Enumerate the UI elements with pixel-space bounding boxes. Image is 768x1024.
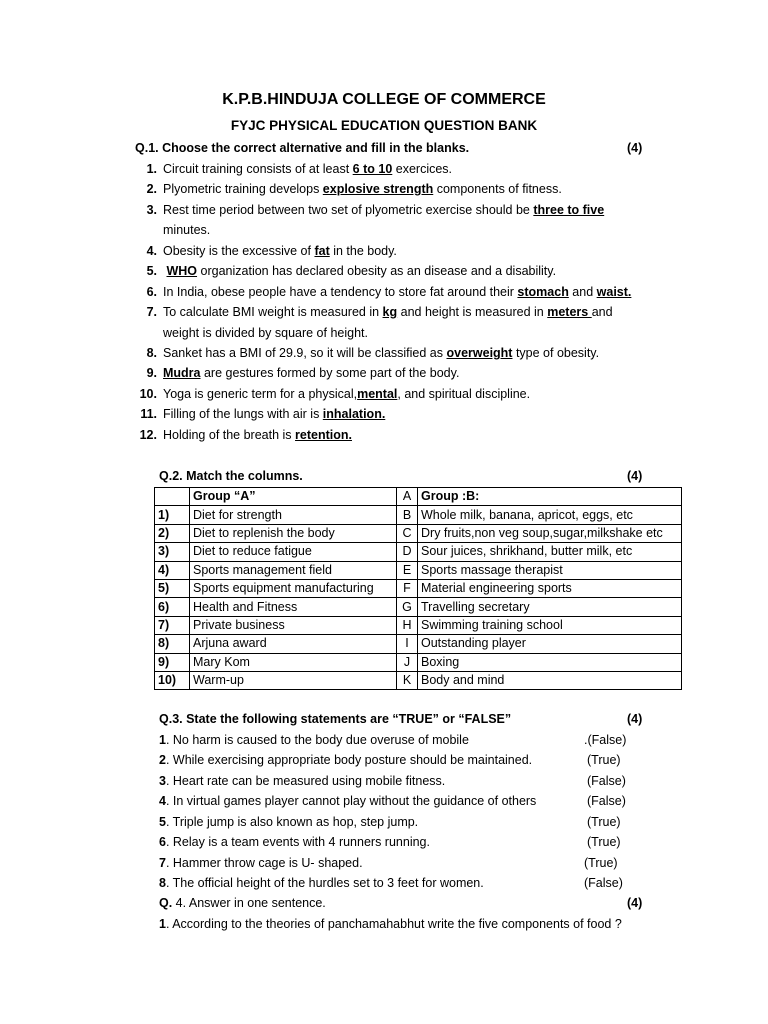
q3-statement-number: 2 (159, 753, 166, 767)
q1-item-number: 2. (146, 182, 157, 196)
q3-answer: (False) (584, 876, 623, 890)
q4-question-number: 1 (159, 917, 166, 931)
q3-statement (159, 835, 430, 849)
match-letter: H (397, 616, 418, 634)
q1-item-number: 5. (146, 264, 157, 278)
q4-title-bold: Q. (159, 896, 173, 910)
match-row-number: 1) (155, 506, 190, 524)
header-blank (155, 488, 190, 506)
q3-answer: (True) (584, 856, 618, 870)
match-letter: D (397, 543, 418, 561)
match-group-a: Diet for strength (190, 506, 397, 524)
q1-item-answer: inhalation. (322, 407, 386, 421)
q1-item (135, 244, 397, 258)
match-row (155, 524, 682, 542)
q1-item-text: in the body. (329, 244, 397, 258)
match-group-b: Body and mind (418, 671, 682, 689)
q3-answer: (True) (587, 753, 621, 767)
q3-answer: (True) (587, 815, 621, 829)
match-group-a: Diet to replenish the body (190, 524, 397, 542)
header-letter: A (397, 488, 418, 506)
match-letter: C (397, 524, 418, 542)
q4-title (159, 896, 326, 910)
q3-statement (159, 794, 536, 808)
q1-item-text: Holding of the breath is (163, 428, 296, 442)
q3-statement-number: 3 (159, 774, 166, 788)
q1-item-answer: 6 to 10 (352, 162, 393, 176)
match-row (155, 543, 682, 561)
q3-answer: (False) (587, 774, 626, 788)
q3-statement (159, 753, 532, 767)
match-group-a: Sports management field (190, 561, 397, 579)
q4-title-rest: 4. Answer in one sentence. (172, 896, 326, 910)
q3-statement (159, 856, 363, 870)
q1-item-answer: retention. (295, 428, 352, 442)
q1-item-number: 7. (146, 305, 157, 319)
q2-marks: (4) (627, 469, 643, 483)
match-row (155, 635, 682, 653)
q3-statement (159, 876, 484, 890)
match-group-b: Whole milk, banana, apricot, eggs, etc (418, 506, 682, 524)
q1-item-continuation: weight is divided by square of height. (163, 326, 368, 340)
q3-statement-text: . In virtual games player cannot play without the guidance of others (165, 794, 537, 808)
q3-statement-text: . The official height of the hurdles set to 3 feet for women. (165, 876, 484, 890)
match-row (155, 561, 682, 579)
match-group-b: Sports massage therapist (418, 561, 682, 579)
q3-title: Q.3. State the following statements are “TRUE” or “FALSE” (159, 712, 512, 726)
q1-item (135, 162, 452, 176)
q1-item-answer: waist. (596, 285, 632, 299)
q3-statement (159, 733, 469, 747)
q1-item-text: Circuit training consists of at least (163, 162, 353, 176)
q1-item-answer: explosive strength (322, 182, 434, 196)
q1-item (135, 203, 604, 217)
match-table (154, 487, 682, 690)
match-letter: K (397, 671, 418, 689)
q1-item-text: and (591, 305, 613, 319)
q1-item-number: 10. (139, 387, 157, 401)
q4-marks: (4) (627, 896, 643, 910)
q1-item-text: Rest time period between two set of plyometric exercise should be (163, 203, 534, 217)
q3-statement-text: . While exercising appropriate body posture should be maintained. (165, 753, 533, 767)
match-letter: J (397, 653, 418, 671)
q1-item (135, 182, 562, 196)
q3-statement-text: . Hammer throw cage is U- shaped. (165, 856, 363, 870)
q1-item-text: Obesity is the excessive of (163, 244, 315, 258)
match-letter: B (397, 506, 418, 524)
q1-item-text: organization has declared obesity as an disease and a disability. (197, 264, 557, 278)
header-group-a: Group “A” (190, 488, 397, 506)
q3-statement (159, 815, 418, 829)
q1-item-text: are gestures formed by some part of the body. (200, 366, 460, 380)
match-row-number: 2) (155, 524, 190, 542)
q1-item-text: type of obesity. (512, 346, 600, 360)
q1-item-text: Plyometric training develops (163, 182, 323, 196)
q3-statement-number: 4 (159, 794, 166, 808)
match-group-a: Health and Fitness (190, 598, 397, 616)
match-group-a: Warm-up (190, 671, 397, 689)
q1-item-answer: WHO (166, 264, 198, 278)
match-group-b: Outstanding player (418, 635, 682, 653)
q3-statement-number: 6 (159, 835, 166, 849)
q3-statement-text: . No harm is caused to the body due overuse of mobile (165, 733, 469, 747)
q2-title: Q.2. Match the columns. (159, 469, 303, 483)
match-row (155, 506, 682, 524)
q3-answer: (False) (587, 794, 626, 808)
match-row-number: 9) (155, 653, 190, 671)
q1-item-text: Yoga is generic term for a physical, (163, 387, 358, 401)
q1-item-answer: fat (314, 244, 330, 258)
match-table-header (155, 488, 682, 506)
match-row-number: 7) (155, 616, 190, 634)
match-group-a: Sports equipment manufacturing (190, 579, 397, 597)
match-row (155, 616, 682, 634)
match-row (155, 653, 682, 671)
q3-marks: (4) (627, 712, 643, 726)
q3-statement-number: 8 (159, 876, 166, 890)
q1-item-number: 8. (146, 346, 157, 360)
q4-question-text: . According to the theories of panchamahabhut write the five components of food ? (165, 917, 622, 931)
q1-item (135, 366, 459, 380)
q1-item-number: 4. (146, 244, 157, 258)
match-row-number: 6) (155, 598, 190, 616)
q1-item (135, 264, 556, 278)
q1-item-number: 3. (146, 203, 157, 217)
q1-item-answer: Mudra (163, 366, 201, 380)
q3-statement-number: 1 (159, 733, 166, 747)
match-group-a: Diet to reduce fatigue (190, 543, 397, 561)
q1-item-answer: stomach (517, 285, 569, 299)
match-group-a: Mary Kom (190, 653, 397, 671)
q3-statement-text: . Triple jump is also known as hop, step jump. (165, 815, 419, 829)
header-group-b: Group :B: (418, 488, 682, 506)
match-group-b: Dry fruits,non veg soup,sugar,milkshake etc (418, 524, 682, 542)
q3-statement-text: . Relay is a team events with 4 runners running. (165, 835, 430, 849)
q1-item (135, 285, 631, 299)
q1-item-answer: overweight (446, 346, 513, 360)
match-row (155, 671, 682, 689)
q1-item (135, 428, 352, 442)
q3-answer: (True) (587, 835, 621, 849)
q1-item-number: 12. (139, 428, 157, 442)
q1-item-number: 9. (146, 366, 157, 380)
q1-item-text: , and spiritual discipline. (397, 387, 531, 401)
match-row-number: 4) (155, 561, 190, 579)
q1-item-text: exercices. (392, 162, 453, 176)
q1-item-number: 6. (146, 285, 157, 299)
match-row-number: 3) (155, 543, 190, 561)
q1-item (135, 346, 599, 360)
q1-item (135, 305, 613, 319)
q1-item-text: Filling of the lungs with air is (163, 407, 323, 421)
q3-statement-number: 5 (159, 815, 166, 829)
match-group-b: Sour juices, shrikhand, butter milk, etc (418, 543, 682, 561)
match-row-number: 8) (155, 635, 190, 653)
q1-item-text: Sanket has a BMI of 29.9, so it will be classified as (163, 346, 447, 360)
q1-item-answer: three to five (533, 203, 605, 217)
q1-item-answer: mental (357, 387, 398, 401)
q1-item-text: components of fitness. (433, 182, 562, 196)
q1-item-text: To calculate BMI weight is measured in (163, 305, 383, 319)
match-letter: E (397, 561, 418, 579)
q1-item-text: and height is measured in (397, 305, 548, 319)
match-letter: G (397, 598, 418, 616)
match-row-number: 5) (155, 579, 190, 597)
q1-item-number: 1. (146, 162, 157, 176)
q3-statement (159, 774, 445, 788)
college-name: K.P.B.HINDUJA COLLEGE OF COMMERCE (222, 91, 546, 108)
match-group-b: Boxing (418, 653, 682, 671)
q1-item-number: 11. (140, 407, 157, 421)
q3-statement-text: . Heart rate can be measured using mobile fitness. (165, 774, 446, 788)
match-group-a: Arjuna award (190, 635, 397, 653)
match-group-b: Swimming training school (418, 616, 682, 634)
match-group-a: Private business (190, 616, 397, 634)
match-group-b: Material engineering sports (418, 579, 682, 597)
q1-item (135, 407, 385, 421)
q4-question (159, 917, 622, 931)
q1-marks: (4) (627, 141, 643, 155)
q1-item-text: In India, obese people have a tendency to store fat around their (163, 285, 518, 299)
q1-item-answer: meters (547, 305, 592, 319)
q3-answer: .(False) (584, 733, 627, 747)
q1-item (135, 387, 530, 401)
match-row-number: 10) (155, 671, 190, 689)
q1-title: Q.1. Choose the correct alternative and fill in the blanks. (135, 141, 470, 155)
page-subtitle: FYJC PHYSICAL EDUCATION QUESTION BANK (230, 118, 538, 133)
match-letter: I (397, 635, 418, 653)
q1-item-answer: kg (382, 305, 398, 319)
q1-item-continuation: minutes. (163, 223, 211, 237)
match-group-b: Travelling secretary (418, 598, 682, 616)
match-row (155, 579, 682, 597)
match-row (155, 598, 682, 616)
match-letter: F (397, 579, 418, 597)
q3-statement-number: 7 (159, 856, 166, 870)
q1-item-text: and (568, 285, 597, 299)
